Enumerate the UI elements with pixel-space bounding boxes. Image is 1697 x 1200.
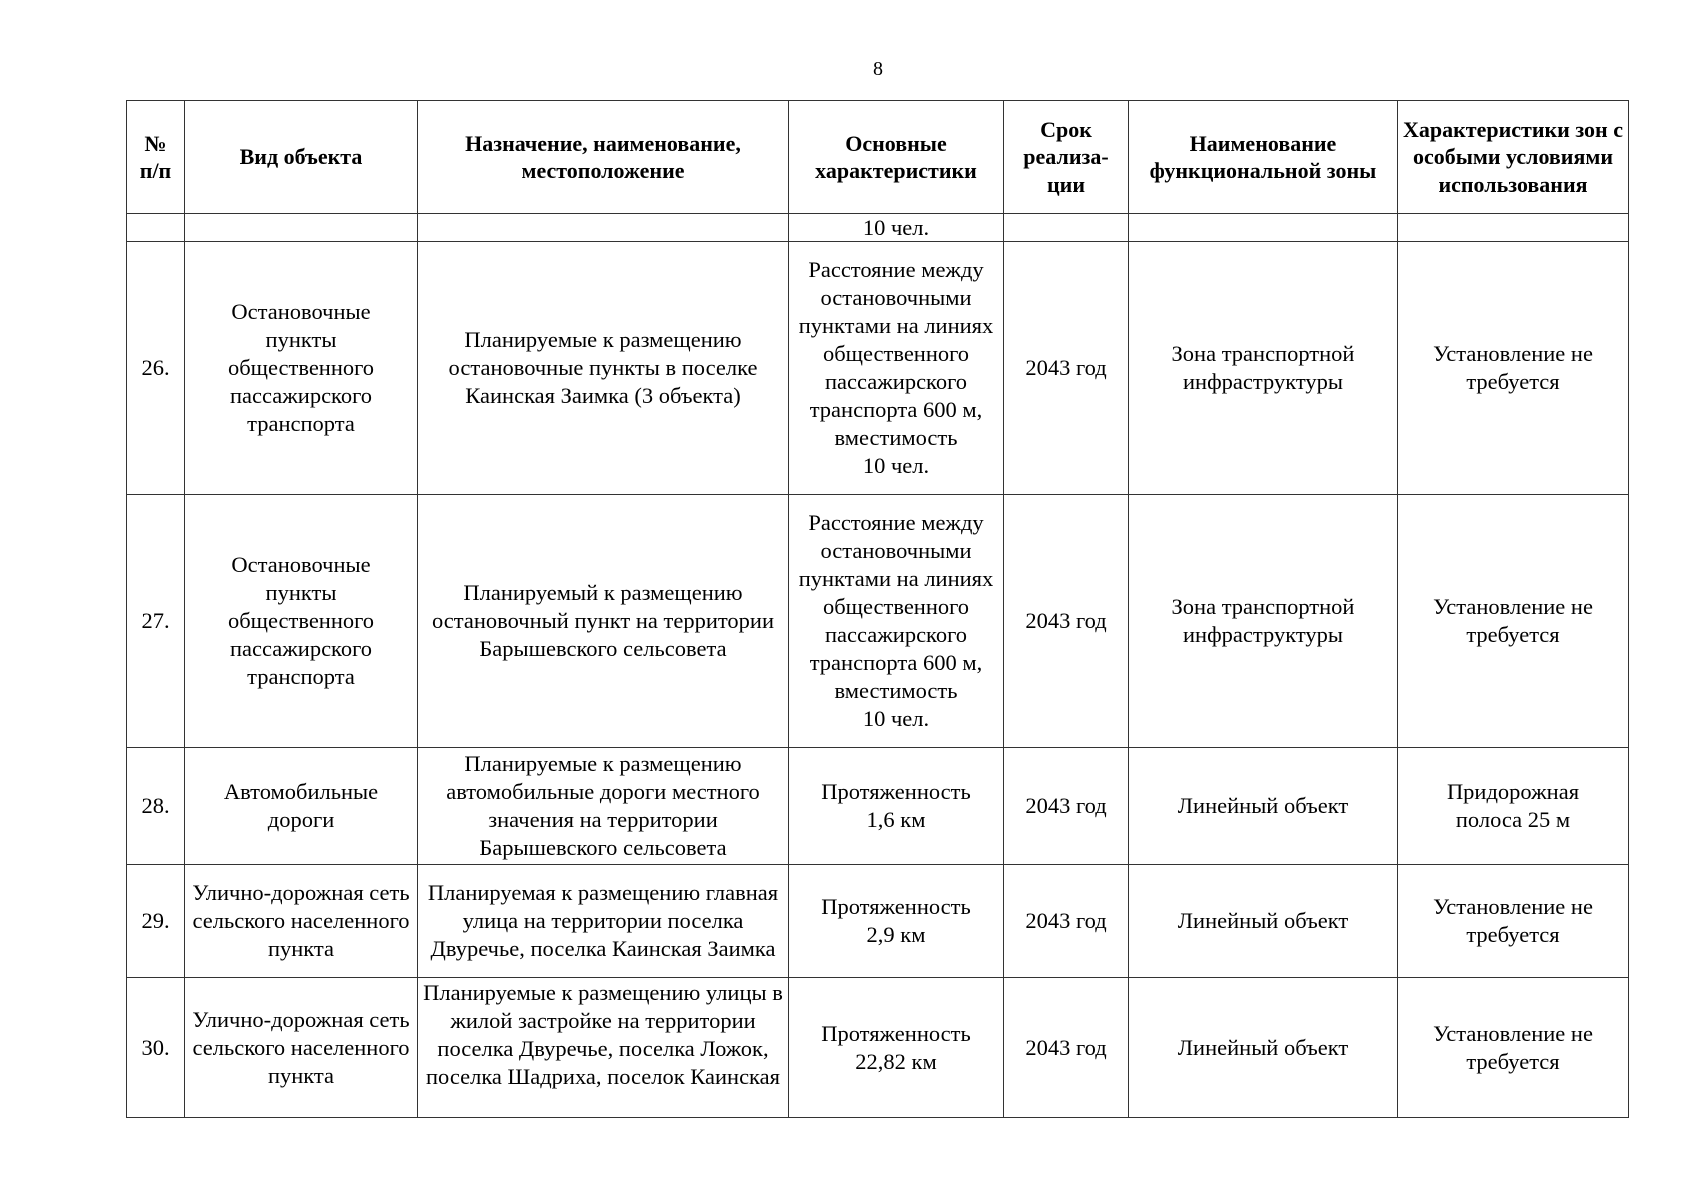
cell-zone: Зона транспортной инфраструктуры (1129, 242, 1398, 495)
objects-table (126, 100, 1629, 1118)
cell-num: 26. (127, 242, 185, 495)
cell-object-type: Автомобильные дороги (185, 748, 418, 865)
header-zone: Наименование функциональной зоны (1129, 101, 1398, 214)
header-characteristics: Основные характеристики (789, 101, 1004, 214)
cell-characteristics: Протяженность 22,82 км (789, 978, 1004, 1118)
table-row (127, 495, 1629, 748)
page-number: 8 (873, 58, 883, 80)
cell-zone: Линейный объект (1129, 865, 1398, 978)
header-special-zones: Характеристики зон с особыми условиями использования (1398, 101, 1629, 214)
cell-zone: Линейный объект (1129, 978, 1398, 1118)
header-num: № п/п (127, 101, 185, 214)
table-row (127, 748, 1629, 865)
cell-characteristics: Расстояние между остановочными пунктами на линиях общественного пассажирского транспорта 600 м, вместимость 10 чел. (789, 495, 1004, 748)
cell-special-zones: Придорожная полоса 25 м (1398, 748, 1629, 865)
table-row (127, 865, 1629, 978)
cell-characteristics: Протяженность 2,9 км (789, 865, 1004, 978)
cell-purpose (418, 214, 789, 242)
cell-num: 29. (127, 865, 185, 978)
table-row (127, 978, 1629, 1118)
cell-num (127, 214, 185, 242)
cell-special-zones: Установление не требуется (1398, 865, 1629, 978)
cell-num: 27. (127, 495, 185, 748)
cell-object-type (185, 214, 418, 242)
table-header-row (127, 101, 1629, 214)
cell-term: 2043 год (1004, 865, 1129, 978)
table-row-continuation (127, 214, 1629, 242)
header-term: Срок реализа- ции (1004, 101, 1129, 214)
header-object-type: Вид объекта (185, 101, 418, 214)
cell-purpose: Планируемые к размещению автомобильные дороги местного значения на территории Барышевского сельсовета (418, 748, 789, 865)
cell-purpose: Планируемая к размещению главная улица на территории поселка Двуречье, поселка Каинская Заимка (418, 865, 789, 978)
cell-special-zones (1398, 214, 1629, 242)
cell-special-zones: Установление не требуется (1398, 242, 1629, 495)
header-purpose: Назначение, наименование, местоположение (418, 101, 789, 214)
cell-num: 28. (127, 748, 185, 865)
cell-term: 2043 год (1004, 495, 1129, 748)
cell-characteristics: 10 чел. (789, 214, 1004, 242)
cell-term: 2043 год (1004, 978, 1129, 1118)
cell-characteristics: Протяженность 1,6 км (789, 748, 1004, 865)
cell-special-zones: Установление не требуется (1398, 978, 1629, 1118)
table-row (127, 242, 1629, 495)
cell-characteristics: Расстояние между остановочными пунктами на линиях общественного пассажирского транспорта 600 м, вместимость 10 чел. (789, 242, 1004, 495)
cell-zone (1129, 214, 1398, 242)
cell-num: 30. (127, 978, 185, 1118)
cell-object-type: Улично-дорожная сеть сельского населенного пункта (185, 865, 418, 978)
cell-term: 2043 год (1004, 748, 1129, 865)
cell-object-type: Улично-дорожная сеть сельского населенного пункта (185, 978, 418, 1118)
cell-object-type: Остановочные пункты общественного пассажирского транспорта (185, 242, 418, 495)
cell-zone: Линейный объект (1129, 748, 1398, 865)
cell-purpose: Планируемые к размещению остановочные пункты в поселке Каинская Заимка (3 объекта) (418, 242, 789, 495)
cell-term (1004, 214, 1129, 242)
cell-purpose: Планируемый к размещению остановочный пункт на территории Барышевского сельсовета (418, 495, 789, 748)
cell-term: 2043 год (1004, 242, 1129, 495)
cell-special-zones: Установление не требуется (1398, 495, 1629, 748)
cell-object-type: Остановочные пункты общественного пассажирского транспорта (185, 495, 418, 748)
cell-zone: Зона транспортной инфраструктуры (1129, 495, 1398, 748)
cell-purpose: Планируемые к размещению улицы в жилой застройке на территории поселка Двуречье, поселка Ложок, поселка Шадриха, поселок Каинская (418, 978, 789, 1118)
